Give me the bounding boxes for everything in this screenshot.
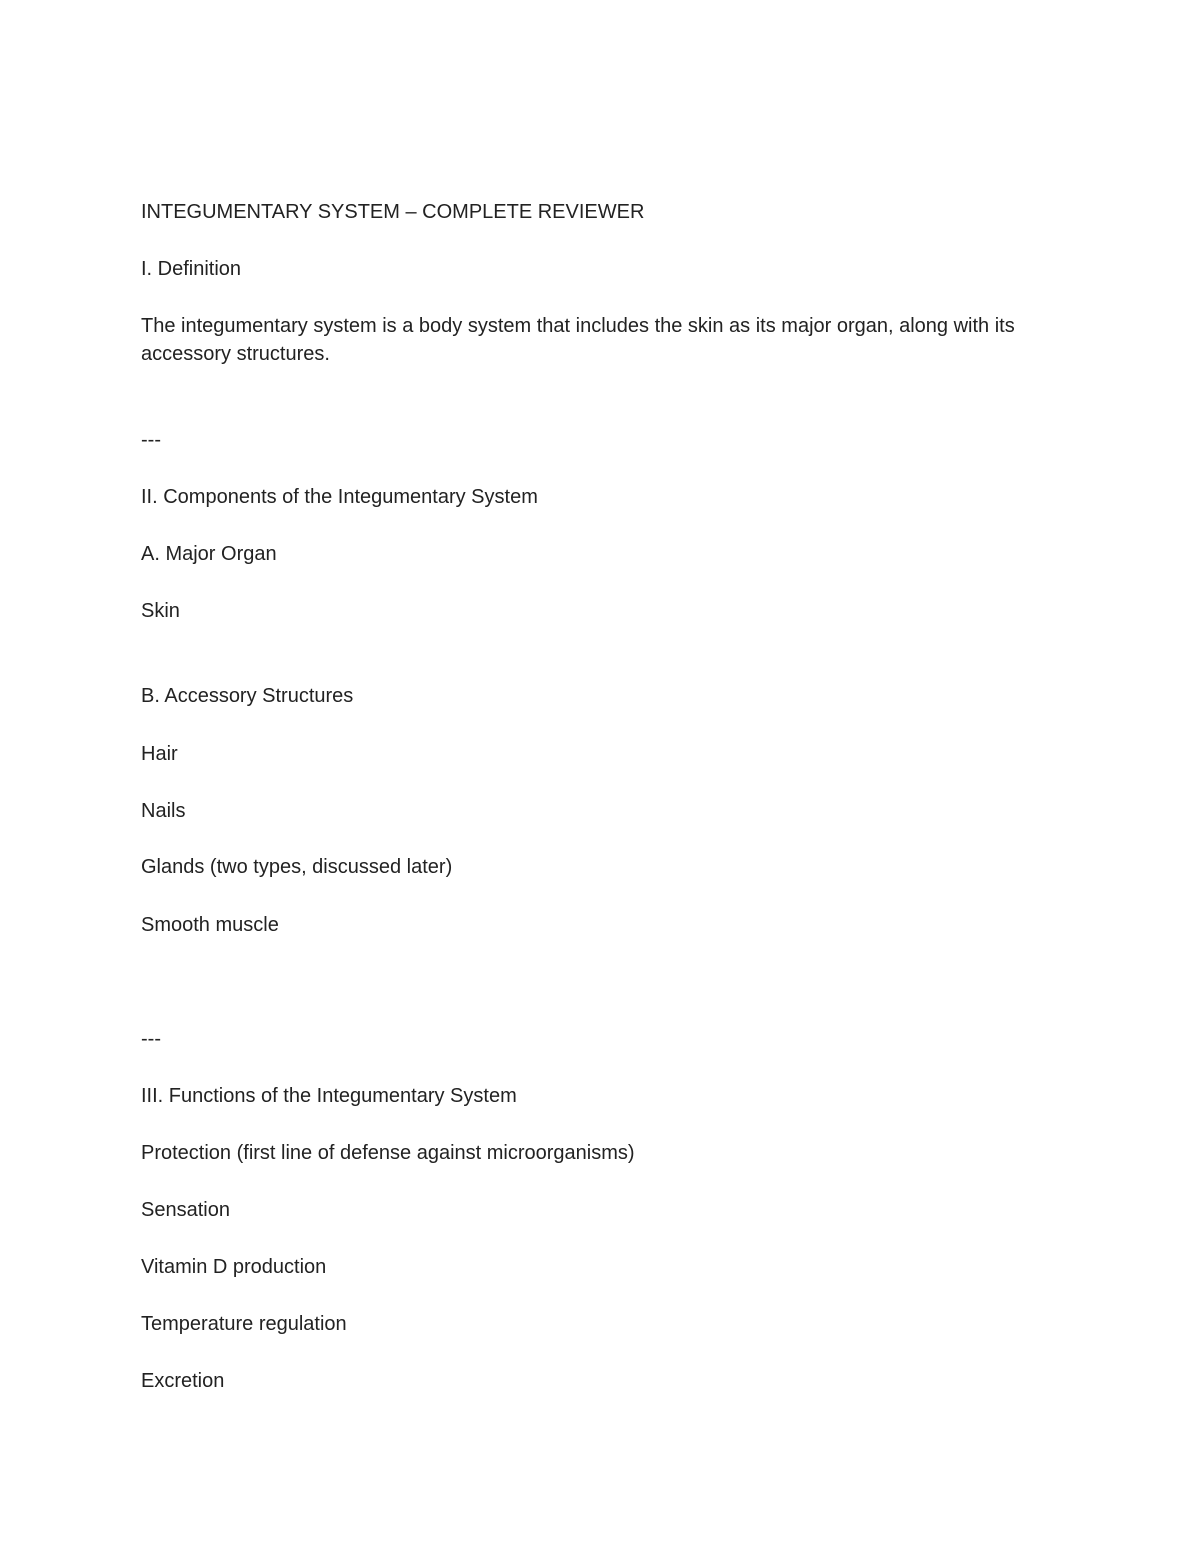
subheading-major-organ: A. Major Organ	[141, 543, 277, 565]
list-item: Temperature regulation	[141, 1313, 347, 1335]
section-heading-functions: III. Functions of the Integumentary System	[141, 1085, 517, 1107]
document-title: INTEGUMENTARY SYSTEM – COMPLETE REVIEWER	[141, 201, 645, 223]
list-item: Excretion	[141, 1370, 225, 1392]
list-item: Vitamin D production	[141, 1256, 327, 1278]
section-heading-definition: I. Definition	[141, 258, 242, 280]
list-item: Skin	[141, 600, 180, 622]
list-item: Protection (first line of defense against microorganisms)	[141, 1142, 635, 1164]
list-item: Hair	[141, 743, 178, 765]
subheading-accessory-structures: B. Accessory Structures	[141, 685, 354, 707]
list-item: Sensation	[141, 1199, 230, 1221]
separator: ---	[141, 429, 161, 451]
separator: ---	[141, 1028, 161, 1050]
definition-paragraph: The integumentary system is a body system that includes the skin as its major organ, along with its accessory structures.	[141, 315, 1015, 365]
section-heading-components: II. Components of the Integumentary System	[141, 486, 538, 508]
list-item: Smooth muscle	[141, 914, 279, 936]
list-item: Glands (two types, discussed later)	[141, 856, 453, 878]
list-item: Nails	[141, 800, 186, 822]
